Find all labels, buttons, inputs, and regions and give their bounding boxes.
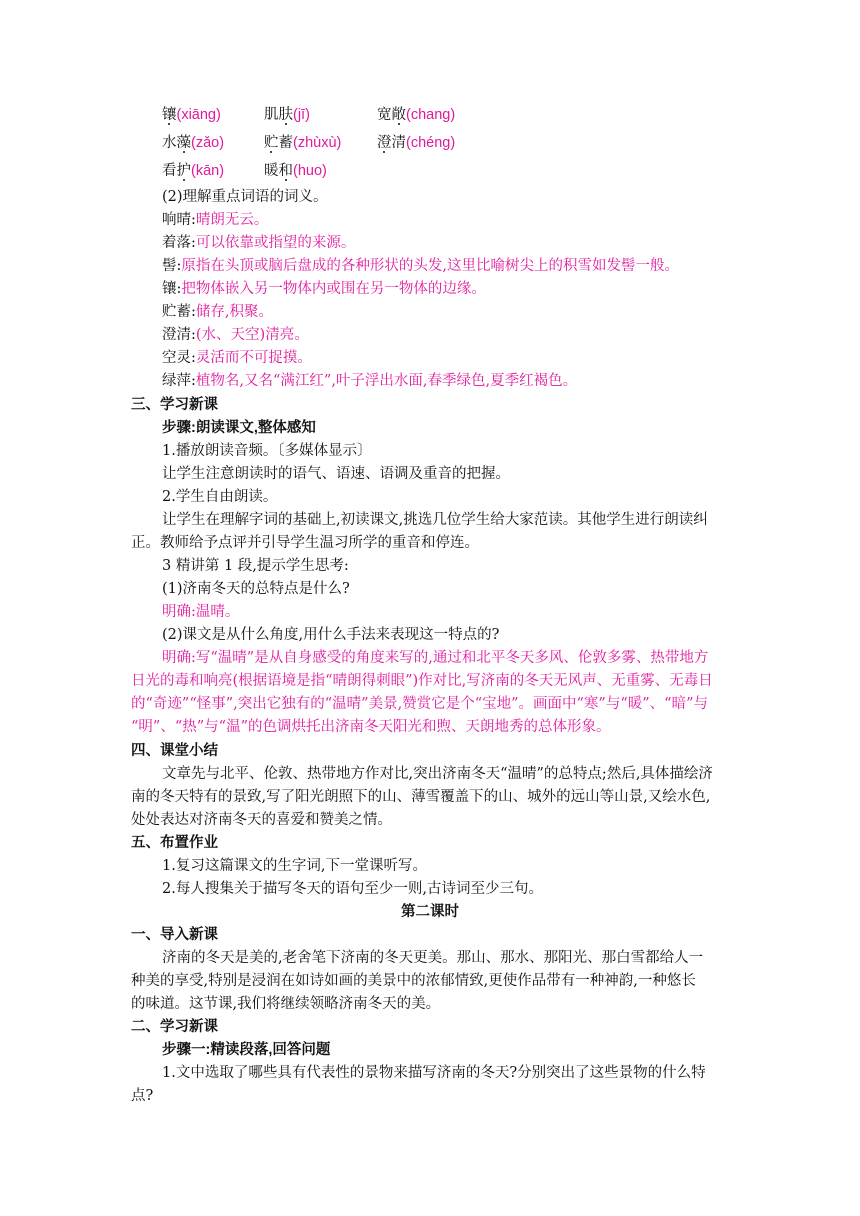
paragraph: 1.播放朗读音频。〔多媒体显示〕: [162, 443, 372, 459]
answer: 的“奇迹”“怪事”,突出它独有的“温晴”美景,赞赏它是个“宝地”。画面中“寒”与“暖”、“暗”与: [131, 696, 708, 712]
question: (2)课文是从什么角度,用什么手法来表现这一特点的?: [162, 627, 500, 643]
section-heading: 二、学习新课: [131, 1019, 218, 1035]
vocab-item: 髻:原指在头顶或脑后盘成的各种形状的头发,这里比喻树尖上的积雪如发髻一般。: [162, 258, 679, 274]
pinyin-item: 澄清(chéng): [377, 135, 456, 151]
question: 1.文中选取了哪些具有代表性的景物来描写济南的冬天?分别突出了这些景物的什么特: [162, 1065, 706, 1081]
pinyin-item: 宽敞(chang): [377, 107, 456, 123]
pinyin-item: 水藻(zǎo): [162, 135, 225, 151]
vocab-item: 镶:把物体嵌入另一物体内或围在另一物体的边缘。: [162, 281, 486, 297]
pinyin-item: 看护(kān): [162, 163, 225, 179]
answer: “明”、“热”与“温”的色调烘托出济南冬天阳光和煦、天朗地秀的总体形象。: [131, 719, 611, 735]
pinyin-item: 贮蓄(zhùxù): [264, 135, 342, 151]
answer: 明确:写“温晴”是从自身感受的角度来写的,通过和北平冬天多风、伦敦多雾、热带地方: [162, 650, 709, 666]
answer: 明确:温晴。: [162, 604, 240, 620]
paragraph: 处处表达对济南冬天的喜爱和赞美之情。: [131, 812, 392, 828]
question: (1)济南冬天的总特点是什么?: [162, 581, 350, 597]
section-heading: 四、课堂小结: [131, 743, 218, 759]
paragraph: 文章先与北平、伦敦、热带地方作对比,突出济南冬天“温晴”的总特点;然后,具体描绘济: [162, 766, 713, 782]
lesson-title: 第二课时: [401, 904, 459, 920]
section-heading: 五、布置作业: [131, 835, 218, 851]
pinyin-item: 肌肤(jī): [264, 107, 310, 123]
paragraph: 让学生在理解字词的基础上,初读课文,挑选几位学生给大家范读。其他学生进行朗读纠: [162, 512, 708, 528]
step-heading: 步骤一:精读段落,回答问题: [162, 1042, 331, 1058]
vocab-item: 着落:可以依靠或指望的来源。: [162, 235, 356, 251]
pinyin-item: 镶(xiāng): [162, 107, 221, 123]
vocab-item: 响晴:晴朗无云。: [162, 212, 269, 228]
section-heading: 一、导入新课: [131, 927, 218, 943]
paragraph: 正。教师给予点评并引导学生温习所学的重音和停连。: [131, 535, 479, 551]
pinyin-item: 暖和(huo): [264, 163, 327, 179]
paragraph: 3 精讲第 1 段,提示学生思考:: [162, 558, 349, 574]
paragraph: 济南的冬天是美的,老舍笔下济南的冬天更美。那山、那水、那阳光、那白雪都给人一: [162, 950, 704, 966]
answer: 日光的毒和响亮(根据语境是指“晴朗得刺眼”)作对比,写济南的冬天无风声、无重雾、无毒日: [131, 673, 713, 689]
vocab-item: 绿萍:植物名,又名“满江红”,叶子浮出水面,春季绿色,夏季红褐色。: [162, 373, 578, 389]
paragraph: 让学生注意朗读时的语气、语速、语调及重音的把握。: [162, 466, 510, 482]
vocab-item: 澄清:(水、天空)清亮。: [162, 327, 309, 343]
vocab-item: 空灵:灵活而不可捉摸。: [162, 350, 312, 366]
vocab-item: 贮蓄:储存,积聚。: [162, 304, 273, 320]
paragraph: 南的冬天特有的景致,写了阳光朗照下的山、薄雪覆盖下的山、城外的远山等山景,又绘水色,: [131, 789, 711, 805]
paragraph: 2.每人搜集关于描写冬天的语句至少一则,古诗词至少三句。: [162, 881, 543, 897]
paragraph: 种美的享受,特别是浸润在如诗如画的美景中的浓郁情致,更使作品带有一种神韵,一种悠长: [131, 973, 696, 989]
paragraph: 2.学生自由朗读。: [162, 489, 278, 505]
paragraph: 1.复习这篇课文的生字词,下一堂课听写。: [162, 858, 427, 874]
step-heading: 步骤:朗读课文,整体感知: [162, 420, 316, 436]
paragraph: 的味道。这节课,我们将继续领略济南冬天的美。: [131, 996, 441, 1012]
question: 点?: [131, 1088, 154, 1104]
vocab-intro: (2)理解重点词语的词义。: [162, 189, 328, 205]
section-heading: 三、学习新课: [131, 397, 218, 413]
